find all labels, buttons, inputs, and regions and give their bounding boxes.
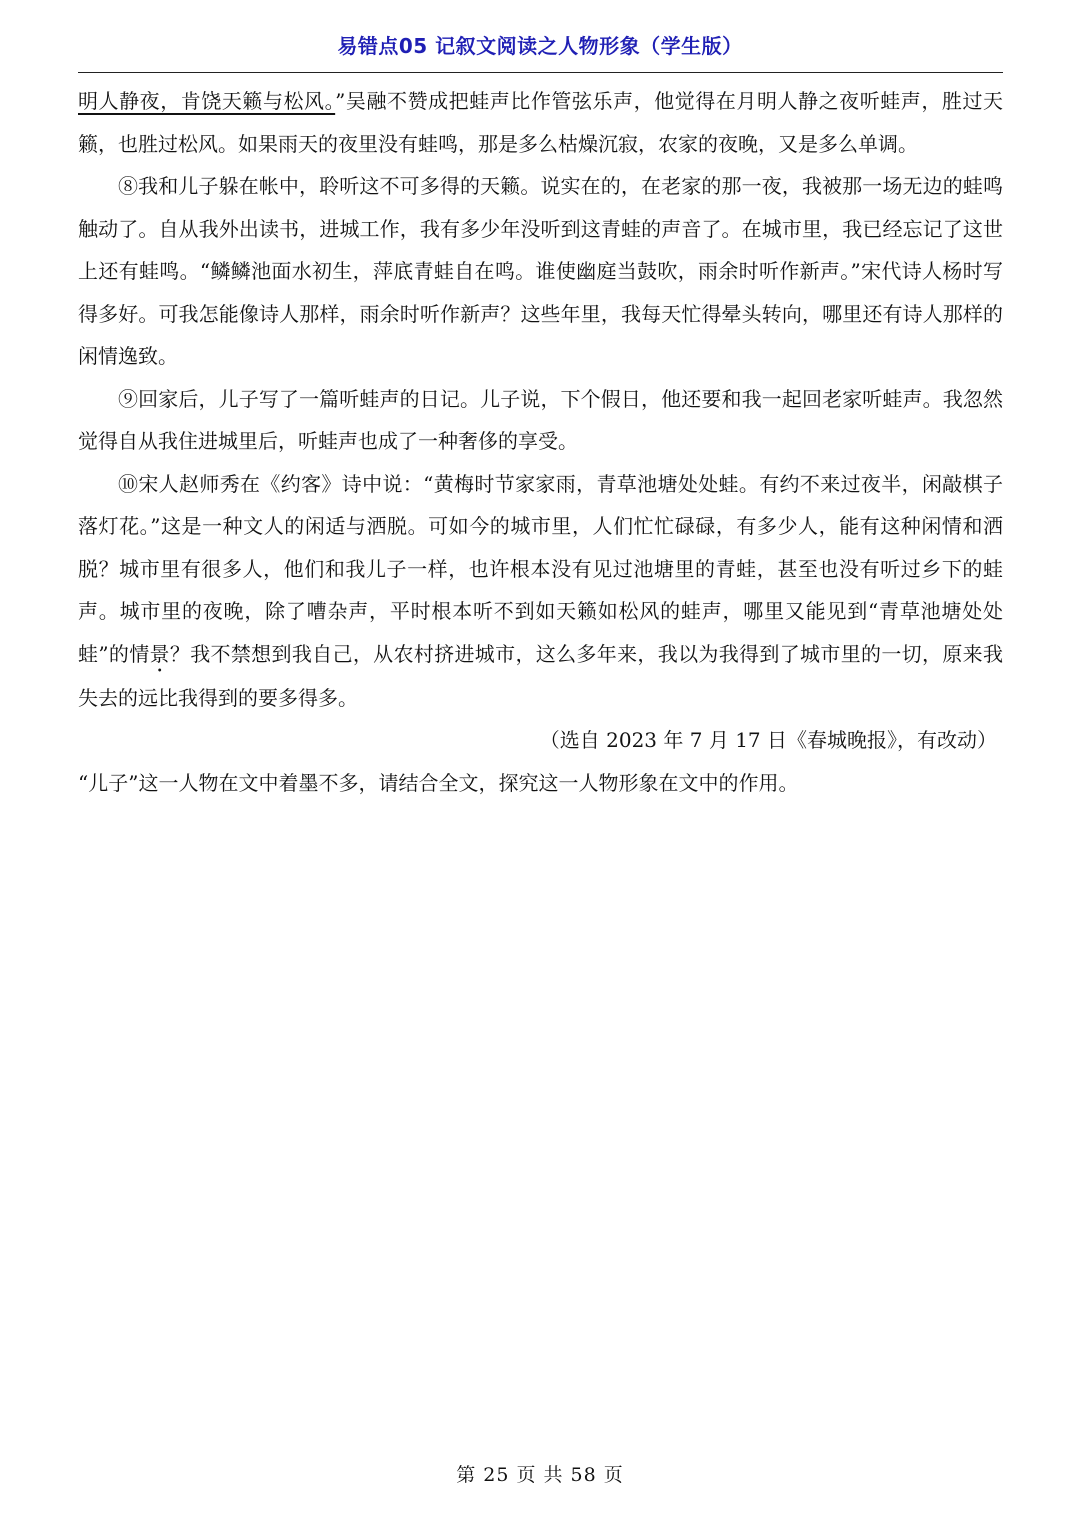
page-number: 第 25 页 共 58 页 <box>456 1464 624 1486</box>
paragraph-10-text-a: ⑩宋人赵师秀在《约客》诗中说：“黄梅时节家家雨，青草池塘处处蛙。有约不来过夜半，闲敲棋子落灯花。”这是一种文人的闲适与洒脱。可如今的城市里，人们忙忙碌碌，有多少人，能有这种闲情和洒脱？城市里有很多人，他们和我儿子一样，也许根本没有见过池塘里的青蛙，甚至也没有听过乡下的蛙声。城市里的夜晚，除了嘈杂声，平时根本听不到如天籁如松风的蛙声，哪里又能见到“青草池塘处处蛙”的情 <box>78 471 1003 666</box>
header-divider <box>78 72 1003 73</box>
emphasized-character: 景 <box>149 641 170 666</box>
underlined-quote: 明人静夜，肯饶天籁与松风。 <box>78 89 336 113</box>
paragraph-8: ⑧我和儿子躲在帐中，聆听这不可多得的天籁。说实在的，在老家的那一夜，我被那一场无边的蛙鸣触动了。自从我外出读书，进城工作，我有多少年没听到这青蛙的声音了。在城市里，我已经忘记了这世上还有蛙鸣。“鳞鳞池面水初生，萍底青蛙自在鸣。谁使幽庭当鼓吹，雨余时听作新声。”宋代诗人杨时写得多好。可我怎能像诗人那样，雨余时听作新声？这些年里，我每天忙得晕头转向，哪里还有诗人那样的闲情逸致。 <box>78 174 1003 368</box>
article-body <box>78 80 1003 804</box>
question-prompt: “儿子”这一人物在文中着墨不多，请结合全文，探究这一人物形象在文中的作用。 <box>78 770 799 795</box>
paragraph-9: ⑨回家后，儿子写了一篇听蛙声的日记。儿子说，下个假日，他还要和我一起回老家听蛙声。我忽然觉得自从我住进城里后，听蛙声也成了一种奢侈的享受。 <box>78 386 1003 453</box>
paragraph-continued <box>78 80 1003 165</box>
source-citation: （选自 2023 年 7 月 17 日《春城晚报》，有改动） <box>539 728 997 752</box>
paragraph-10-text-b: ？我不禁想到我自己，从农村挤进城市，这么多年来，我以为我得到了城市里的一切，原来我失去的远比我得到的要多得多。 <box>78 641 1003 710</box>
paragraph-continued-text: ”吴融不赞成把蛙声比作管弦乐声，他觉得在月明人静之夜听蛙声，胜过天籁，也胜过松风。如果雨天的夜里没有蛙鸣，那是多么枯燥沉寂，农家的夜晚，又是多么单调。 <box>78 89 1003 156</box>
page-header-title: 易错点05 记叙文阅读之人物形象（学生版） <box>337 34 743 58</box>
paragraph-10 <box>78 463 1003 720</box>
